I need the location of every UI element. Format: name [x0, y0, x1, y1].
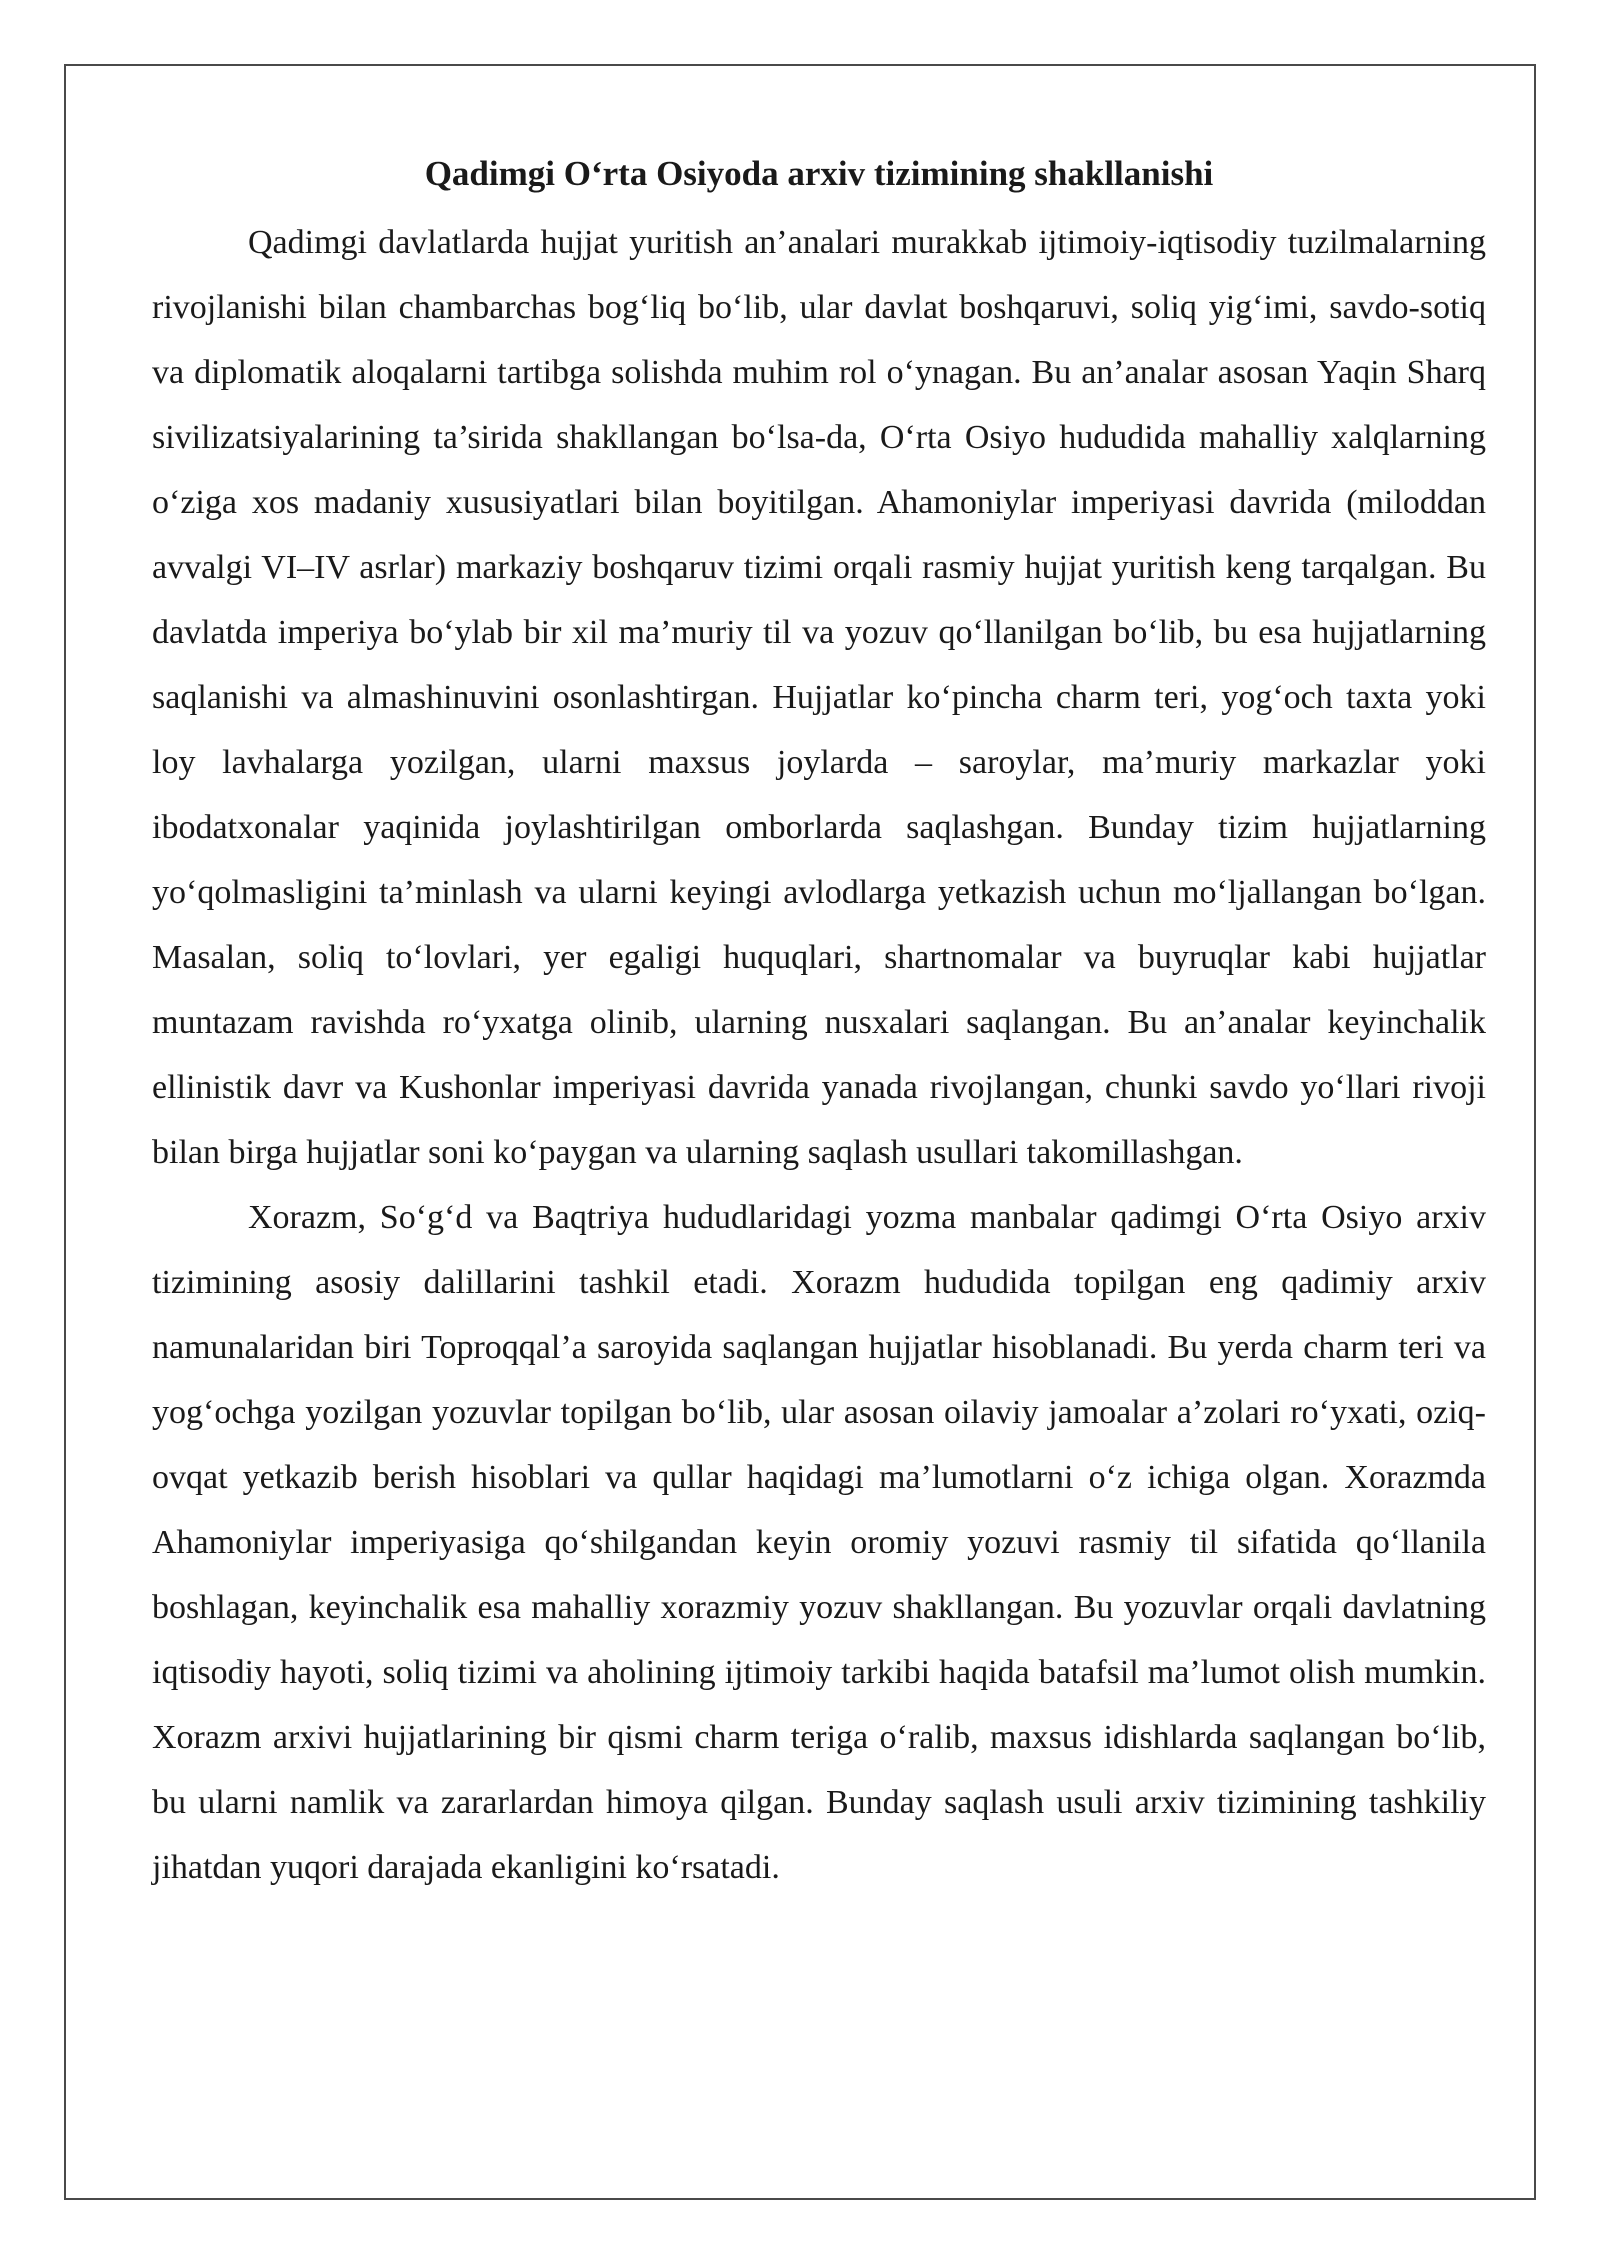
- document-title: Qadimgi O‘rta Osiyoda arxiv tizimining shakllanishi: [424, 154, 1214, 193]
- document-body: [152, 142, 1486, 1900]
- paragraph-1: Qadimgi davlatlarda hujjat yuritish an’analari murakkab ijtimoiy-iqtisodiy tuzilmalarning rivojlanishi bilan chambarchas bog‘liq bo‘lib, ular davlat boshqaruvi, soliq yig‘imi, savdo-sotiq va diplomatik aloqalarni tartibga solishda muhim rol o‘ynagan. Bu an’analar asosan Yaqin Sharq sivilizatsiyalarining ta’sirida shakllangan bo‘lsa-da, O‘rta Osiyo hududida mahalliy xalqlarning o‘ziga xos madaniy xususiyatlari bilan boyitilgan. Ahamoniylar imperiyasi davrida (miloddan avvalgi VI–IV asrlar) markaziy boshqaruv tizimi orqali rasmiy hujjat yuritish keng tarqalgan. Bu davlatda imperiya bo‘ylab bir xil ma’muriy til va yozuv qo‘llanilgan bo‘lib, bu esa hujjatlarning saqlanishi va almashinuvini osonlashtirgan. Hujjatlar ko‘pincha charm teri, yog‘och taxta yoki loy lavhalarga yozilgan, ularni maxsus joylarda – saroylar, ma’muriy markazlar yoki ibodatxonalar yaqinida joylashtirilgan omborlarda saqlashgan. Bunday tizim hujjatlarning yo‘qolmasligini ta’minlash va ularni keyingi avlodlarga yetkazish uchun mo‘ljallangan bo‘lgan. Masalan, soliq to‘lovlari, yer egaligi huquqlari, shartnomalar va buyruqlar kabi hujjatlar muntazam ravishda ro‘yxatga olinib, ularning nusxalari saqlangan. Bu an’analar keyinchalik ellinistik davr va Kushonlar imperiyasi davrida yanada rivojlangan, chunki savdo yo‘llari rivoji bilan birga hujjatlar soni ko‘paygan va ularning saqlash usullari takomillashgan.: [152, 224, 1486, 1171]
- paragraph-2: Xorazm, So‘g‘d va Baqtriya hududlaridagi yozma manbalar qadimgi O‘rta Osiyo arxiv tizimining asosiy dalillarini tashkil etadi. Xorazm hududida topilgan eng qadimiy arxiv namunalaridan biri Toproqqal’a saroyida saqlangan hujjatlar hisoblanadi. Bu yerda charm teri va yog‘ochga yozilgan yozuvlar topilgan bo‘lib, ular asosan oilaviy jamoalar a’zolari ro‘yxati, oziq-ovqat yetkazib berish hisoblari va qullar haqidagi ma’lumotlarni o‘z ichiga olgan. Xorazmda Ahamoniylar imperiyasiga qo‘shilgandan keyin oromiy yozuvi rasmiy til sifatida qo‘llanila boshlagan, keyinchalik esa mahalliy xorazmiy yozuv shakllangan. Bu yozuvlar orqali davlatning iqtisodiy hayoti, soliq tizimi va aholining ijtimoiy tarkibi haqida batafsil ma’lumot olish mumkin. Xorazm arxivi hujjatlarining bir qismi charm teriga o‘ralib, maxsus idishlarda saqlangan bo‘lib, bu ularni namlik va zararlardan himoya qilgan. Bunday saqlash usuli arxiv tizimining tashkiliy jihatdan yuqori darajada ekanligini ko‘rsatadi.: [152, 1199, 1486, 1886]
